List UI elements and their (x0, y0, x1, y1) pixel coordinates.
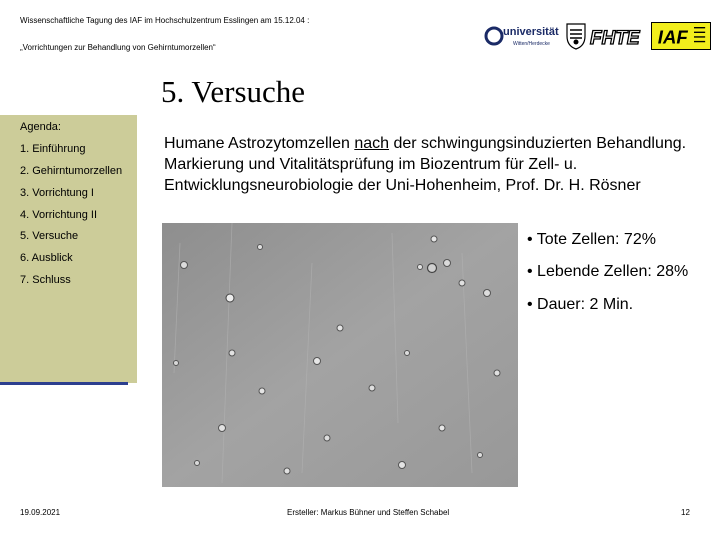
description-part-1: Humane Astrozytomzellen (164, 135, 355, 152)
agenda-item-vorrichtung-1: 3. Vorrichtung I (20, 187, 94, 199)
slide-title (0, 74, 720, 110)
microscope-cell-image (162, 223, 518, 487)
description-part-2: der schwingungsinduzierten Behandlung. Markierung und Vitalitätsprüfung im Biozentrum für Zell- u. Entwicklungsneurobiologie der Uni-Hohenheim, Prof. Dr. H. Rösner (164, 135, 687, 194)
state-crest-icon (565, 22, 587, 50)
fhte-logo (589, 22, 640, 50)
agenda-item-vorrichtung-2: 4. Vorrichtung II (20, 209, 98, 221)
agenda-item-gehirntumorzellen: 2. Gehirntumorzellen (20, 165, 123, 177)
iaf-logo-text: IAF (657, 26, 688, 48)
description-underlined-word: nach (354, 135, 390, 152)
agenda-item-versuche: 5. Versuche (20, 230, 79, 242)
footer-page-number: 12 (681, 508, 690, 517)
bullet-living-cells: • Lebende Zellen: 28% (527, 263, 689, 280)
agenda-sidebar (0, 115, 137, 383)
slide-title-text: 5. Versuche (160, 74, 306, 109)
agenda-item-ausblick: 6. Ausblick (20, 252, 73, 264)
header-subject-line: „Vorrichtungen zur Behandlung von Gehirntumorzellen“ (20, 43, 216, 52)
footer-authors: Ersteller: Markus Bühner und Steffen Schabel (287, 508, 450, 517)
bullet-dead-cells: • Tote Zellen: 72% (527, 231, 656, 248)
university-logo-sub: Witten/Herdecke (513, 41, 550, 47)
bullet-duration: • Dauer: 2 Min. (527, 296, 634, 313)
header-conference-line: Wissenschaftliche Tagung des IAF im Hochschulzentrum Esslingen am 15.12.04 : (20, 16, 310, 25)
footer-date: 19.09.2021 (20, 508, 61, 517)
iaf-logo (651, 22, 711, 50)
sidebar-underline (0, 382, 128, 385)
university-logo (485, 20, 561, 52)
university-logo-name: universität (503, 26, 559, 38)
experiment-description (164, 133, 704, 196)
agenda-item-einfuehrung: 1. Einführung (20, 143, 86, 155)
logo-strip (485, 20, 713, 52)
fhte-logo-text: FHTE (590, 28, 640, 49)
agenda-title: Agenda: (20, 121, 61, 133)
agenda-item-schluss: 7. Schluss (20, 274, 71, 286)
